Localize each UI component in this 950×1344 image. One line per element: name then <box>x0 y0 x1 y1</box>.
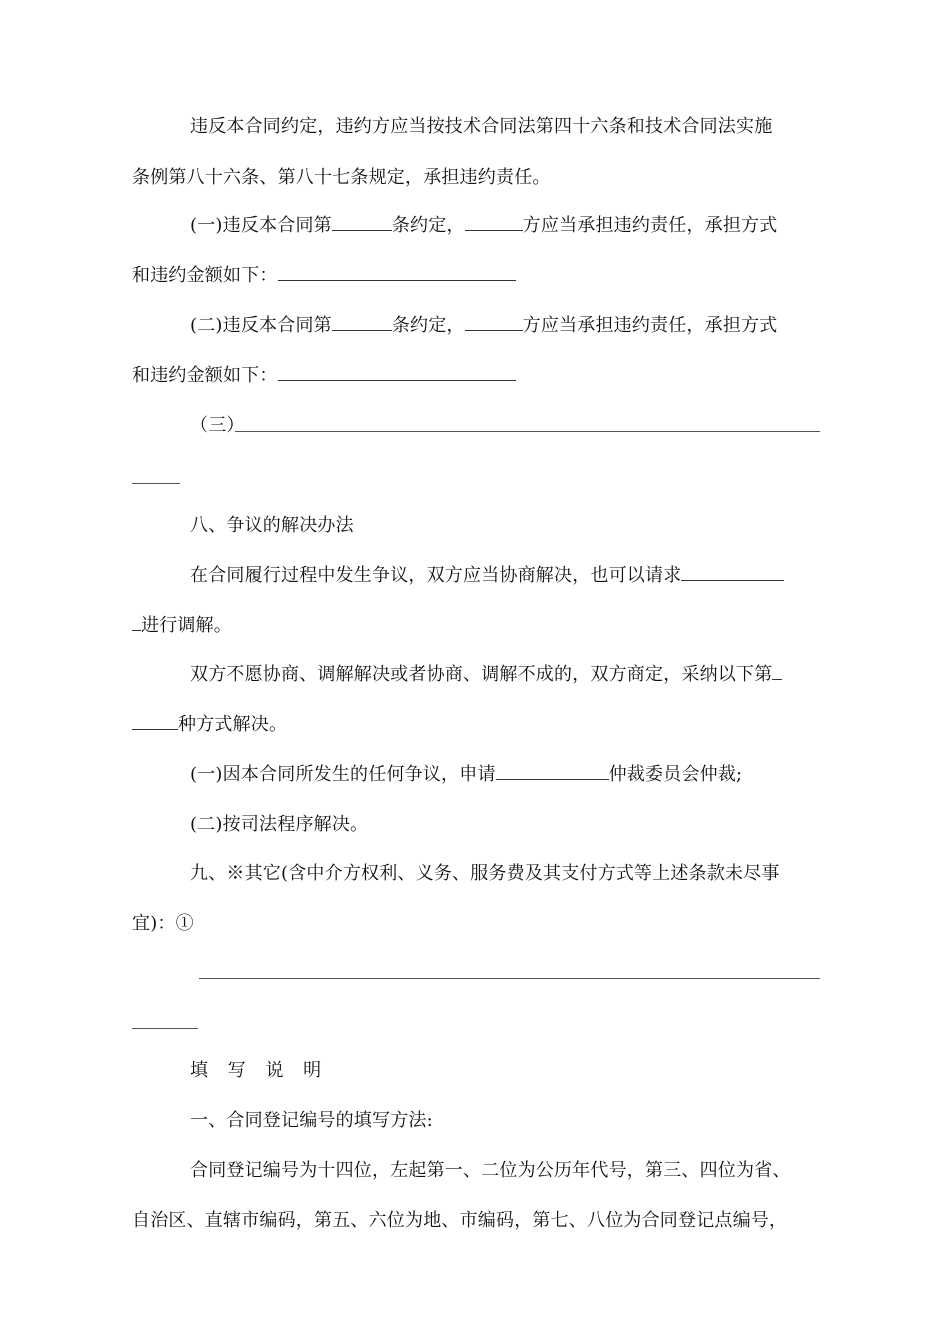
blank-field[interactable] <box>465 329 523 331</box>
section-heading: 填 写 说 明 <box>190 1060 329 1081</box>
blank-field[interactable] <box>332 229 392 231</box>
blank-field[interactable] <box>199 978 820 979</box>
section-heading: 一、合同登记编号的填写方法: <box>190 1110 433 1131</box>
paragraph-line: 在合同履行过程中发生争议，双方应当协商解决，也可以请求 <box>190 564 822 588</box>
blank-field[interactable] <box>278 379 516 381</box>
paragraph-line: 进行调解。 <box>132 614 822 638</box>
blank-field[interactable] <box>235 431 820 432</box>
clause-line: 和违约金额如下： <box>132 264 822 288</box>
section-heading: 八、争议的解决办法 <box>190 515 354 536</box>
clause-line: (一)违反本合同第 条约定， 方应当承担违约责任，承担方式 <box>190 215 778 236</box>
paragraph-line: 合同登记编号为十四位，左起第一、二位为公历年代号，第三、四位为省、 <box>190 1160 791 1181</box>
blank-field[interactable] <box>278 279 516 281</box>
paragraph-line: 条例第八十六条、第八十七条规定，承担违约责任。 <box>132 167 551 188</box>
section-heading: 九、※其它(含中介方权利、义务、服务费及其支付方式等上述条款未尽事 <box>190 863 780 884</box>
blank-field[interactable] <box>496 778 609 780</box>
paragraph-line: 违反本合同约定，违约方应当按技术合同法第四十六条和技术合同法实施 <box>190 116 773 137</box>
clause-line: 和违约金额如下： <box>132 364 822 388</box>
paragraph-line: 自治区、直辖市编码，第五、六位为地、市编码，第七、八位为合同登记点编号， <box>132 1210 788 1231</box>
paragraph-line: 双方不愿协商、调解解决或者协商、调解不成的，双方商定，采纳以下第 <box>190 663 822 687</box>
blank-field[interactable] <box>772 678 782 680</box>
blank-field[interactable] <box>132 1028 198 1029</box>
clause-line: （三） <box>190 415 245 436</box>
blank-field[interactable] <box>681 579 784 581</box>
blank-field[interactable] <box>332 329 392 331</box>
blank-field[interactable] <box>465 229 523 231</box>
clause-line: (二)按司法程序解决。 <box>190 814 369 835</box>
clause-line: (二)违反本合同第 条约定， 方应当承担违约责任，承担方式 <box>190 315 778 336</box>
blank-field[interactable] <box>132 728 178 730</box>
clause-line: (一)因本合同所发生的任何争议，申请 仲裁委员会仲裁; <box>190 764 743 785</box>
paragraph-line: 宜)：① <box>132 913 194 934</box>
blank-field[interactable] <box>132 483 180 484</box>
paragraph-line: 种方式解决。 <box>132 713 822 737</box>
blank-field[interactable] <box>132 629 141 631</box>
